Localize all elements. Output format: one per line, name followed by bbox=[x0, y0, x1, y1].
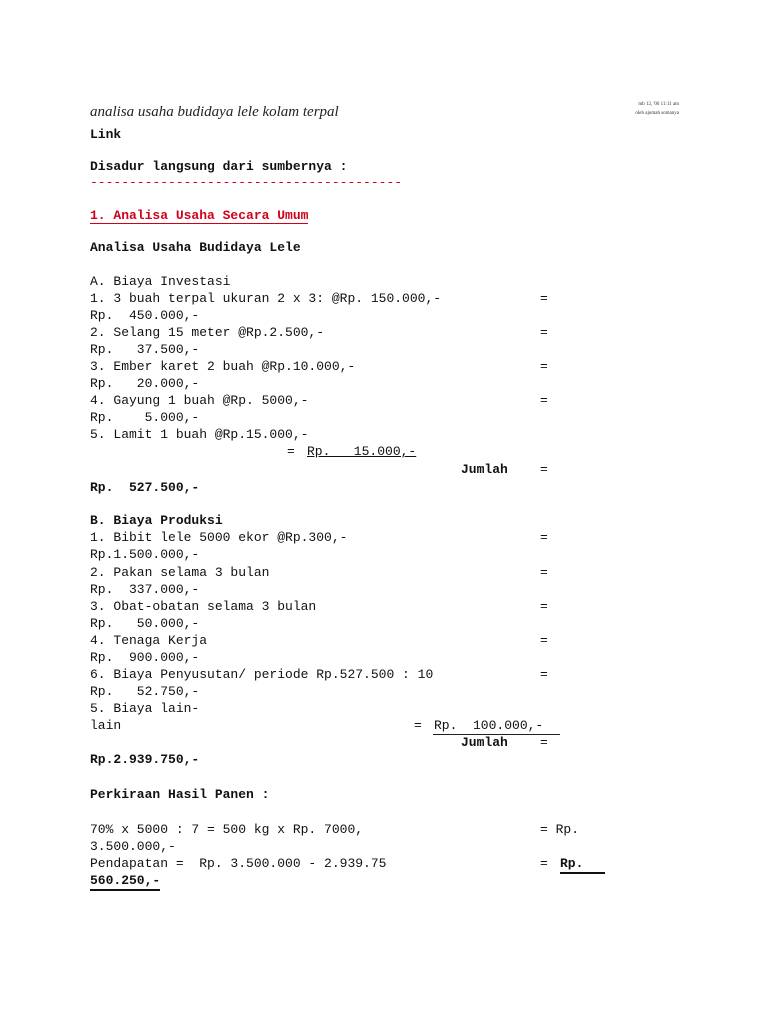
investasi-item-amount: Rp. 450.000,- bbox=[90, 308, 200, 323]
produksi-item-desc: 3. Obat-obatan selama 3 bulan bbox=[90, 599, 317, 614]
produksi-total-label: Jumlah bbox=[461, 735, 508, 750]
produksi-item-desc: 6. Biaya Penyusutan/ periode Rp.527.500 : 10 bbox=[90, 667, 434, 682]
produksi-item5-line2: lain bbox=[90, 718, 122, 733]
investasi-heading: A. Biaya Investasi bbox=[90, 274, 231, 289]
produksi-item5-amount: Rp. 100.000,- bbox=[434, 718, 544, 733]
produksi-item-eq: = bbox=[540, 599, 548, 614]
income-desc: Pendapatan = Rp. 3.500.000 - 2.939.75 bbox=[90, 856, 387, 871]
produksi-item-amount: Rp. 50.000,- bbox=[90, 616, 200, 631]
investasi-item-desc: 1. 3 buah terpal ukuran 2 x 3: @Rp. 150.000,- bbox=[90, 291, 442, 306]
produksi-item-amount: Rp.1.500.000,- bbox=[90, 547, 200, 562]
investasi-item5-amount: Rp. 15.000,- bbox=[307, 444, 417, 459]
investasi-item-amount: Rp. 37.500,- bbox=[90, 342, 200, 357]
investasi-total-eq: = bbox=[540, 462, 548, 477]
income-rp: Rp. bbox=[560, 855, 605, 874]
produksi-item-desc: 1. Bibit lele 5000 ekor @Rp.300,- bbox=[90, 530, 348, 545]
investasi-item5-desc: 5. Lamit 1 buah @Rp.15.000,- bbox=[90, 427, 309, 442]
produksi-item5-line1: 5. Biaya lain- bbox=[90, 701, 200, 716]
investasi-item5-eq: = bbox=[287, 444, 295, 459]
produksi-total-amount: Rp.2.939.750,- bbox=[90, 752, 200, 767]
panen-heading: Perkiraan Hasil Panen : bbox=[90, 787, 270, 802]
investasi-item-eq: = bbox=[540, 359, 548, 374]
produksi-item5-eq: = bbox=[414, 718, 422, 733]
produksi-item-desc: 2. Pakan selama 3 bulan bbox=[90, 565, 270, 580]
analysis-title: Analisa Usaha Budidaya Lele bbox=[90, 240, 301, 255]
investasi-item-desc: 3. Ember karet 2 buah @Rp.10.000,- bbox=[90, 359, 356, 374]
panen-calc-amount: 3.500.000,- bbox=[90, 839, 176, 854]
post-meta-date: mb 12, '06 11:11 am bbox=[638, 102, 679, 107]
investasi-item-eq: = bbox=[540, 291, 548, 306]
produksi-heading: B. Biaya Produksi bbox=[90, 513, 223, 528]
panen-calc-eq: = Rp. bbox=[540, 822, 580, 837]
produksi-item-eq: = bbox=[540, 565, 548, 580]
document-title: analisa usaha budidaya lele kolam terpal bbox=[90, 104, 339, 120]
investasi-total-label: Jumlah bbox=[461, 462, 508, 477]
produksi-item-eq: = bbox=[540, 530, 548, 545]
produksi-item-eq: = bbox=[540, 667, 548, 682]
produksi-total-eq: = bbox=[540, 735, 548, 750]
investasi-item-amount: Rp. 20.000,- bbox=[90, 376, 200, 391]
link-label[interactable]: Link bbox=[90, 127, 122, 142]
produksi-item-amount: Rp. 337.000,- bbox=[90, 582, 200, 597]
section-heading: 1. Analisa Usaha Secara Umum bbox=[90, 208, 309, 223]
produksi-item-amount: Rp. 52.750,- bbox=[90, 684, 200, 699]
investasi-item-desc: 4. Gayung 1 buah @Rp. 5000,- bbox=[90, 393, 309, 408]
investasi-total-amount: Rp. 527.500,- bbox=[90, 480, 200, 495]
post-meta-author: oleh ajumah somanya bbox=[635, 111, 679, 116]
dash-divider: ---------------------------------------- bbox=[90, 175, 403, 190]
investasi-item-eq: = bbox=[540, 325, 548, 340]
income-eq: = bbox=[540, 856, 548, 871]
panen-calc-desc: 70% x 5000 : 7 = 500 kg x Rp. 7000, bbox=[90, 822, 364, 837]
investasi-item-amount: Rp. 5.000,- bbox=[90, 410, 200, 425]
investasi-item-eq: = bbox=[540, 393, 548, 408]
investasi-item-desc: 2. Selang 15 meter @Rp.2.500,- bbox=[90, 325, 325, 340]
source-heading: Disadur langsung dari sumbernya : bbox=[90, 159, 348, 174]
produksi-item-amount: Rp. 900.000,- bbox=[90, 650, 200, 665]
produksi-item-desc: 4. Tenaga Kerja bbox=[90, 633, 208, 648]
income-amount: 560.250,- bbox=[90, 872, 160, 891]
produksi-item-eq: = bbox=[540, 633, 548, 648]
